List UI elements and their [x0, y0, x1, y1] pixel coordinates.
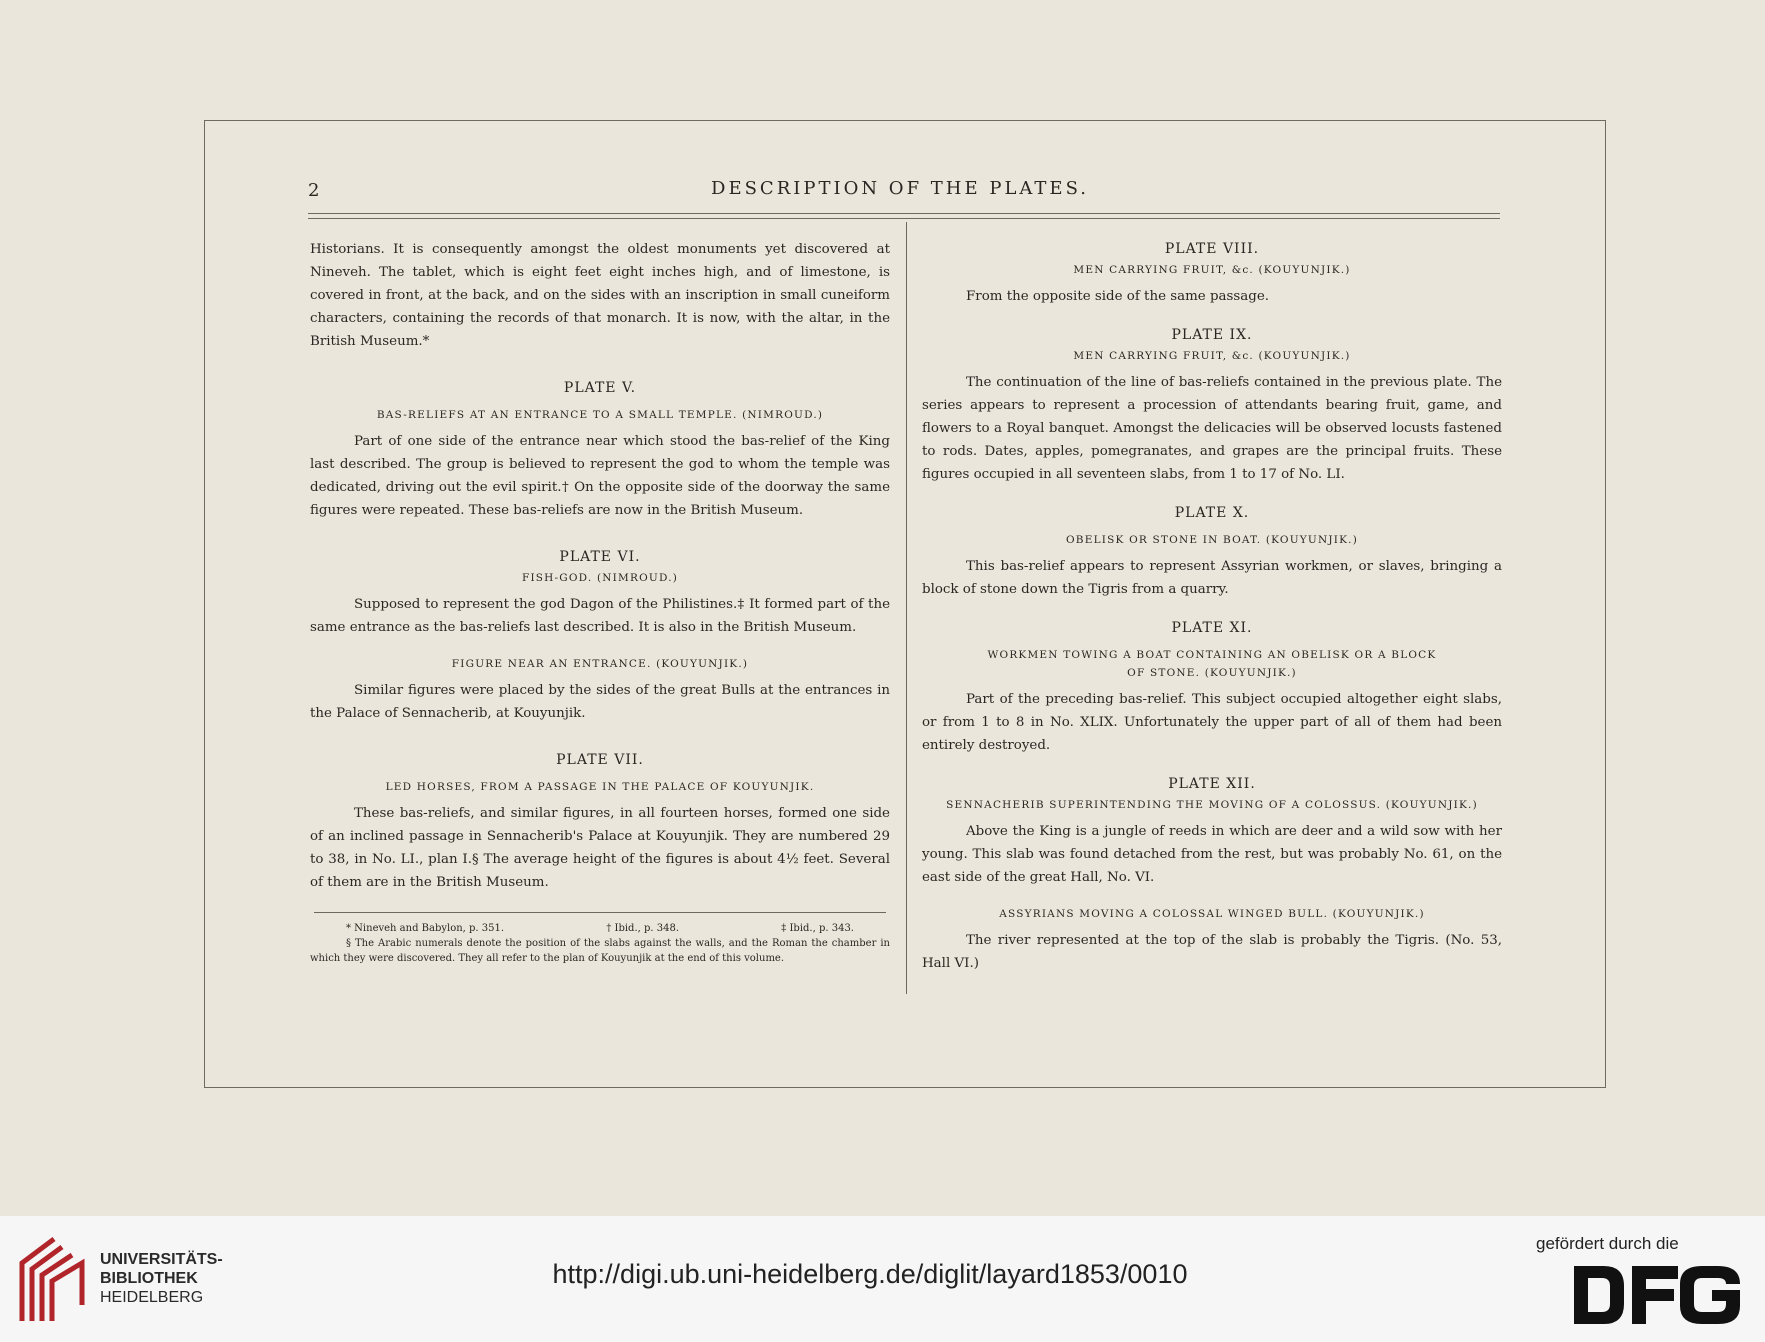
plate-vi-text-2: Similar figures were placed by the sides of the great Bulls at the entrances in the Palace of Sennacherib, at Kouyunjik.: [310, 683, 890, 721]
plate-viii-subtitle: MEN CARRYING FRUIT, &c. (KOUYUNJIK.): [1073, 264, 1351, 276]
plate-v-subtitle: BAS-RELIEFS AT AN ENTRANCE TO A SMALL TEMPLE. (NIMROUD.): [376, 409, 824, 421]
footnote-4: § The Arabic numerals denote the position of the slabs against the walls, and the Roman the chamber in which they were discovered. They all refer to the plan of Kouyunjik at the end of this volume.: [310, 938, 890, 964]
plate-viii-title: PLATE VIII.: [1164, 241, 1260, 257]
plate-vi-subtitle: FISH-GOD. (NIMROUD.): [521, 572, 679, 584]
page-number: 2: [308, 180, 320, 201]
running-head: DESCRIPTION OF THE PLATES.: [711, 178, 1089, 199]
plate-vi-title: PLATE VI.: [559, 549, 641, 565]
header-rule: [308, 213, 1500, 219]
library-name-line-2: BIBLIOTHEK: [100, 1270, 198, 1287]
university-library-logo-icon: [18, 1233, 90, 1325]
intro-paragraph: Historians. It is consequently amongst the oldest monuments yet discovered at Nineveh. The tablet, which is eight feet eight inches high, and of limestone, is covered in front, at the back, and on the sides with an inscription in small cuneiform characters, containing the records of that monarch. It is now, with the altar, in the British Museum.*: [310, 242, 890, 349]
column-divider: [906, 222, 907, 994]
plate-vii-subtitle: LED HORSES, FROM A PASSAGE IN THE PALACE OF KOUYUNJIK.: [385, 781, 815, 793]
plate-vii-text: These bas-reliefs, and similar figures, in all fourteen horses, formed one side of an inclined passage in Sennacherib's Palace at Kouyunjik. They are numbered 29 to 38, in No. LI., plan I.§ The average height of the figures is about 4½ feet. Several of them are in the British Museum.: [310, 806, 890, 890]
plate-ix-title: PLATE IX.: [1171, 327, 1253, 343]
plate-x-text: This bas-relief appears to represent Assyrian workmen, or slaves, bringing a block of stone down the Tigris from a quarry.: [922, 559, 1502, 597]
plate-vi-text: Supposed to represent the god Dagon of the Philistines.‡ It formed part of the same entrance as the bas-reliefs last described. It is also in the British Museum.: [310, 597, 890, 635]
university-library-name: [100, 1250, 223, 1307]
plate-xii-text: Above the King is a jungle of reeds in which are deer and a wild sow with her young. This slab was found detached from the rest, but was probably No. 61, on the east side of the great Hall, No. VI.: [922, 824, 1502, 885]
footnotes: [310, 921, 890, 966]
plate-vi-subtitle-2: FIGURE NEAR AN ENTRANCE. (KOUYUNJIK.): [451, 658, 749, 670]
footnote-rule: [314, 912, 886, 913]
plate-xii-title: PLATE XII.: [1168, 776, 1256, 792]
plate-xii-subtitle: SENNACHERIB SUPERINTENDING THE MOVING OF A COLOSSUS. (KOUYUNJIK.): [946, 799, 1478, 811]
plate-xi-text: Part of the preceding bas-relief. This subject occupied altogether eight slabs, or from 1 to 8 in No. XLIX. Unfortunately the upper part of all of them had been entirely destroyed.: [922, 692, 1502, 753]
plate-v-text: Part of one side of the entrance near which stood the bas-relief of the King last described. The group is believed to represent the god to whom the temple was dedicated, driving out the evil spirit.† On the opposite side of the doorway the same figures were repeated. These bas-reliefs are now in the British Museum.: [310, 434, 890, 518]
library-name-line-3: HEIDELBERG: [100, 1289, 204, 1306]
plate-x-title: PLATE X.: [1174, 505, 1250, 521]
plate-x-subtitle: OBELISK OR STONE IN BOAT. (KOUYUNJIK.): [1066, 534, 1358, 546]
right-column: [922, 238, 1502, 975]
plate-xi-subtitle-line-1: WORKMEN TOWING A BOAT CONTAINING AN OBELISK OR A BLOCK: [987, 649, 1437, 661]
plate-xi-subtitle-line-2: OF STONE. (KOUYUNJIK.): [1127, 667, 1297, 679]
plate-vii-title: PLATE VII.: [556, 752, 644, 768]
permalink-url[interactable]: http://digi.ub.uni-heidelberg.de/diglit/layard1853/0010: [552, 1259, 1188, 1289]
footnote-2: † Ibid., p. 348.: [606, 923, 680, 934]
dfg-logo-icon: [1574, 1266, 1740, 1324]
left-column: [310, 238, 890, 966]
plate-xi-title: PLATE XI.: [1171, 620, 1253, 636]
plate-xii-text-2: The river represented at the top of the slab is probably the Tigris. (No. 53, Hall VI.): [922, 933, 1502, 971]
library-name-line-1: UNIVERSITÄTS-: [100, 1251, 223, 1268]
plate-xii-subtitle-2: ASSYRIANS MOVING A COLOSSAL WINGED BULL. (KOUYUNJIK.): [999, 908, 1425, 920]
footnote-1: * Nineveh and Babylon, p. 351.: [346, 923, 505, 934]
plate-viii-text: From the opposite side of the same passage.: [966, 289, 1270, 304]
footnote-3: ‡ Ibid., p. 343.: [781, 923, 854, 934]
plate-ix-text: The continuation of the line of bas-reliefs contained in the previous plate. The series appears to represent a procession of attendants bearing fruit, game, and flowers to a Royal banquet. Amongst the delicacies will be observed locusts fastened to rods. Dates, apples, pomegranates, and grapes are the principal fruits. These figures occupied in all seventeen slabs, from 1 to 17 of No. LI.: [922, 375, 1502, 482]
funding-label: gefördert durch die: [1536, 1234, 1679, 1253]
plate-v-title: PLATE V.: [563, 380, 637, 396]
plate-ix-subtitle: MEN CARRYING FRUIT, &c. (KOUYUNJIK.): [1073, 350, 1351, 362]
